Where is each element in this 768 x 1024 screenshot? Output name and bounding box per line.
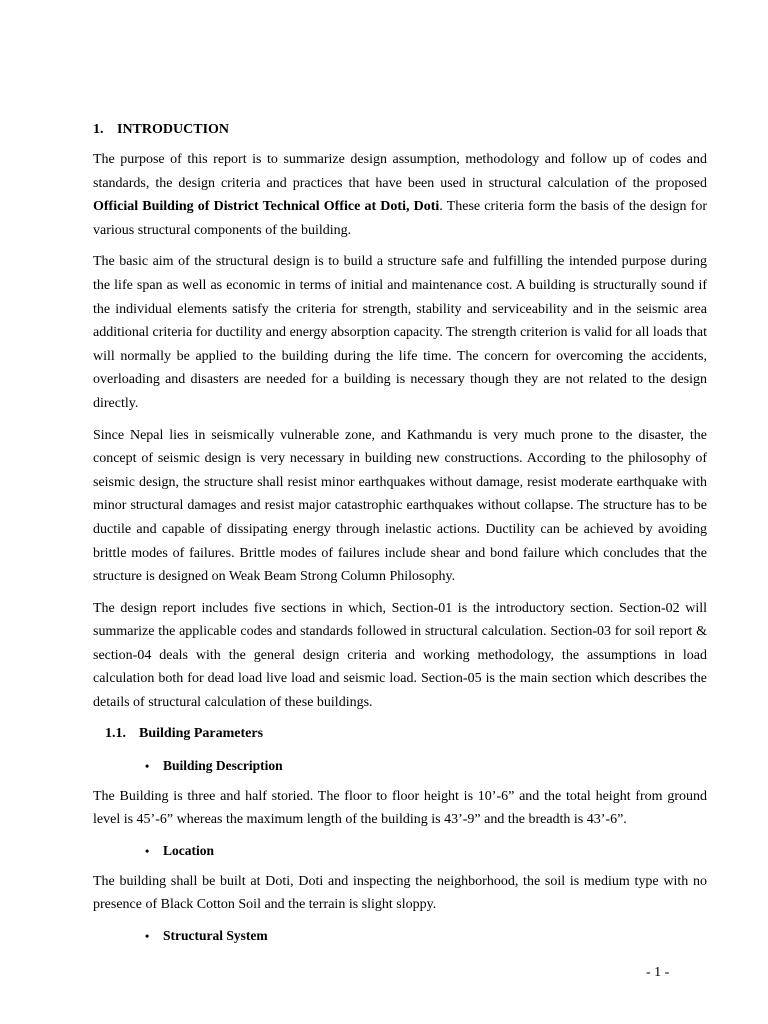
paragraph-building-description: The Building is three and half storied. The floor to floor height is 10’-6” and the total height from ground level is 45’-6” whereas the maximum length of the building is 43’-9” and the breadth is 43’-6”. [93,788,707,828]
section-title: INTRODUCTION [117,122,230,137]
bullet-building-description [145,755,707,777]
paragraph-purpose [93,148,707,242]
subsection-heading [105,723,707,745]
paragraph-purpose-text: The purpose of this report is to summarize design assumption, methodology and follow up of codes and standards, the design criteria and practices that have been used in structural calculation of the proposed [93,152,707,191]
bullet-title: Location [163,842,215,858]
paragraph-design-aim: The basic aim of the structural design is to build a structure safe and fulfilling the intended purpose during the life span as well as economic in terms of initial and maintenance cost. A building is structurally sound if the individual elements satisfy the criteria for strength, stability and serviceability and in the seismic area additional criteria for ductility and energy absorption capacity. The strength criterion is valid for all loads that will normally be applied to the building during the life time. The concern for overcoming the accidents, overloading and disasters are needed for a building is necessary though they are not related to the design directly. [93,254,707,411]
paragraph-report-structure: The design report includes five sections in which, Section-01 is the introductory section. Section-02 will summarize the applicable codes and standards followed in structural calculation. Section-03 for soil report & section-04 deals with the general design criteria and working methodology, the assumptions in load calculation both for dead load live load and seismic load. Section-05 is the main section which describes the details of structural calculation of these buildings. [93,600,707,711]
page-number: - 1 - [646,965,670,980]
section-heading [93,118,707,142]
bullet-icon: • [145,758,150,773]
bullet-structural-system [145,925,707,947]
bullet-location [145,840,707,862]
subsection-title: Building Parameters [139,725,264,741]
paragraph-purpose-text-end: . These criteria form the basis of the design for various structural components of the building. [93,199,707,238]
bullet-title: Building Description [163,757,283,773]
project-name: Official Building of District Technical Office at Doti, Doti [93,199,440,215]
document-page [93,118,707,955]
section-number: 1. [93,122,104,137]
bullet-icon: • [145,929,150,944]
bullet-icon: • [145,843,150,858]
subsection-number: 1.1. [105,725,126,741]
bullet-title: Structural System [163,928,268,944]
paragraph-seismic: Since Nepal lies in seismically vulnerable zone, and Kathmandu is very much prone to the disaster, the concept of seismic design is very necessary in building new constructions. According to the philosophy of seismic design, the structure shall resist minor earthquakes without damage, resist moderate earthquake with minor structural damages and resist major catastrophic earthquakes without collapse. The structure has to be ductile and capable of dissipating energy through inelastic actions. Ductility can be achieved by avoiding brittle modes of failures. Brittle modes of failures include shear and bond failure which concludes that the structure is designed on Weak Beam Strong Column Philosophy. [93,427,707,585]
paragraph-location: The building shall be built at Doti, Doti and inspecting the neighborhood, the soil is medium type with no presence of Black Cotton Soil and the terrain is slight sloppy. [93,873,707,913]
